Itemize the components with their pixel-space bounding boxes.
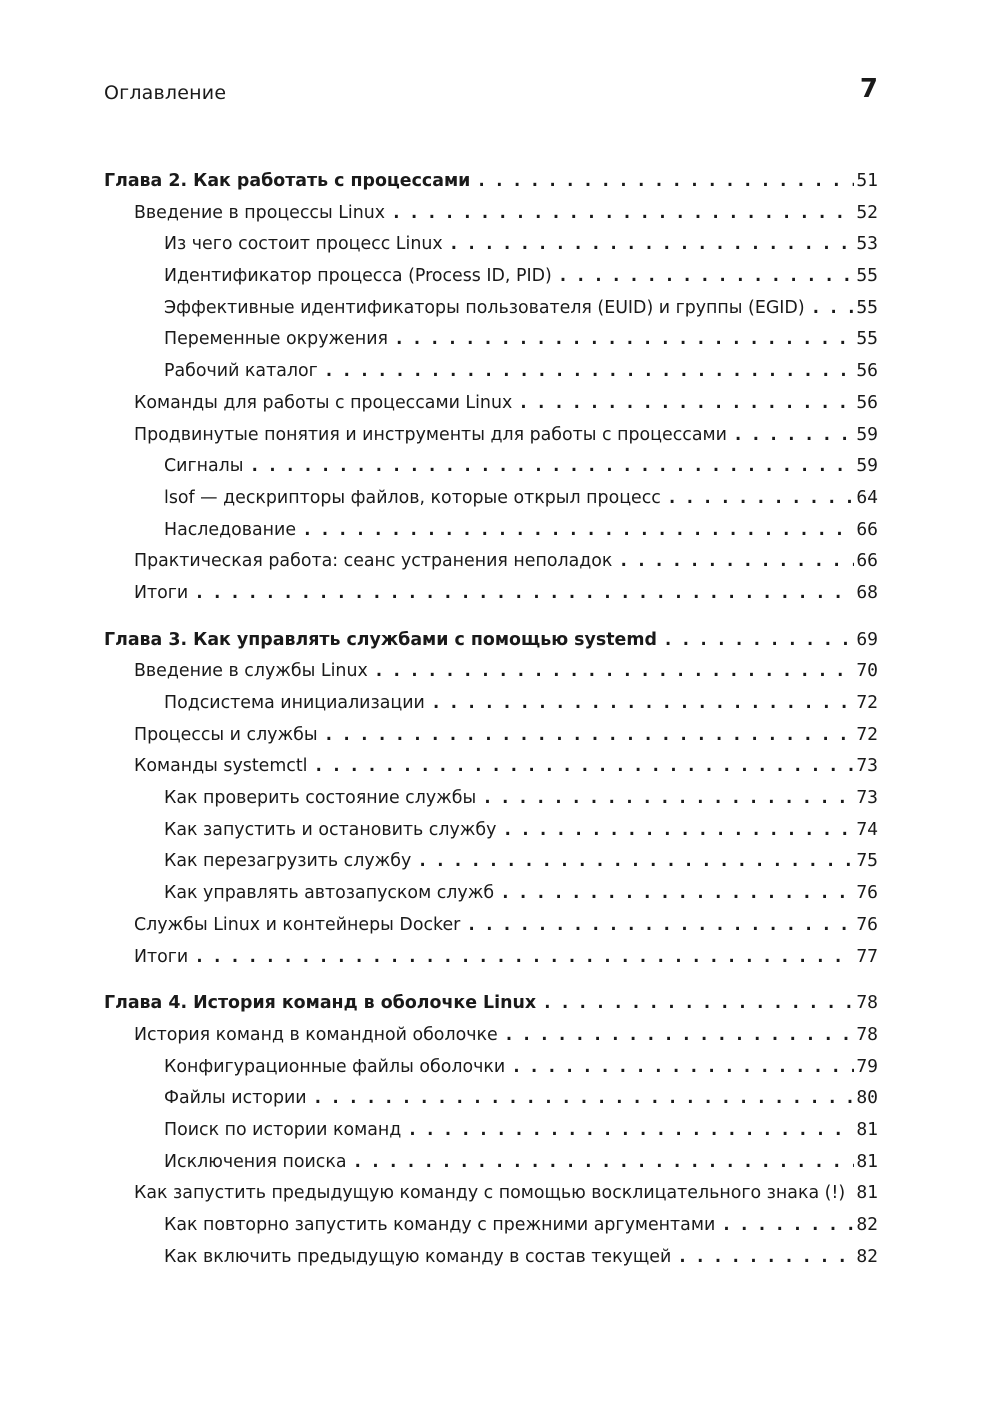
toc-entry-page-number: 66: [856, 550, 878, 572]
dot-leader: [249, 451, 854, 483]
toc-chapter-entry[interactable]: [104, 624, 878, 656]
dot-leader: [504, 1020, 855, 1052]
dot-leader: [502, 815, 854, 847]
toc-entry-page-number: 74: [856, 818, 878, 840]
dot-leader: [391, 198, 854, 230]
dot-leader: [476, 166, 854, 198]
toc-entry-title: Подсистема инициализации: [164, 693, 425, 713]
dot-leader: [324, 356, 855, 388]
running-head-title: Оглавление: [104, 82, 227, 104]
toc-section-entry[interactable]: [104, 655, 878, 687]
toc-subsection-entry[interactable]: [104, 482, 878, 514]
toc-entry-title: Как запустить предыдущую команду с помощью восклицательного знака (!): [134, 1183, 846, 1204]
dot-leader: [194, 578, 854, 610]
table-of-contents: [104, 165, 878, 1287]
dot-leader: [374, 656, 855, 688]
toc-entry-title: Рабочий каталог: [164, 361, 318, 382]
dot-leader: [194, 942, 854, 974]
toc-entry-title: Как управлять автозапуском служб: [164, 883, 495, 904]
toc-subsection-entry[interactable]: [104, 1146, 878, 1178]
dot-leader: [667, 483, 854, 515]
toc-subsection-entry[interactable]: [104, 355, 878, 387]
dot-leader: [482, 783, 854, 815]
toc-subsection-entry[interactable]: [104, 292, 878, 324]
toc-entry-page-number: 55: [856, 265, 878, 287]
dot-leader: [407, 1115, 854, 1147]
toc-section-entry[interactable]: [104, 419, 878, 451]
toc-entry-page-number: 73: [856, 787, 878, 809]
toc-entry-page-number: 81: [856, 1182, 878, 1204]
toc-entry-title: Исключения поиска: [164, 1151, 347, 1172]
toc-chapter-entry[interactable]: [104, 165, 878, 197]
toc-entry-page-number: 64: [856, 486, 878, 508]
toc-subsection-entry[interactable]: [104, 845, 878, 877]
toc-entry-page-number: 66: [856, 518, 878, 540]
toc-entry-title: Глава 4. История команд в оболочке Linux: [104, 993, 537, 1014]
toc-chapter-section: [104, 624, 878, 973]
dot-leader: [302, 515, 854, 547]
dot-leader: [511, 1052, 854, 1084]
toc-entry-title: Наследование: [164, 519, 297, 540]
toc-section-entry[interactable]: [104, 545, 878, 577]
page-number: 7: [859, 74, 878, 104]
toc-entry-title: Введение в службы Linux: [134, 661, 368, 682]
dot-leader: [417, 846, 854, 878]
toc-entry-page-number: 52: [856, 201, 878, 223]
toc-entry-page-number: 80: [856, 1087, 878, 1109]
toc-entry-page-number: 76: [856, 882, 878, 904]
toc-entry-title: Глава 2. Как работать с процессами: [104, 171, 471, 191]
toc-entry-title: История команд в командной оболочке: [134, 1024, 498, 1045]
toc-entry-title: Практическая работа: сеанс устранения неполадок: [134, 551, 613, 572]
dot-leader: [663, 625, 854, 657]
toc-entry-page-number: 59: [856, 423, 878, 445]
dot-leader: [733, 420, 854, 452]
toc-entry-title: Идентификатор процесса (Process ID, PID): [164, 266, 552, 287]
dot-leader: [851, 1178, 854, 1210]
toc-entry-page-number: 56: [856, 360, 878, 382]
toc-entry-title: Как запустить и остановить службу: [164, 819, 497, 840]
dot-leader: [677, 1242, 854, 1274]
toc-chapter-section: [104, 987, 878, 1272]
toc-entry-page-number: 53: [856, 233, 878, 255]
toc-subsection-entry[interactable]: [104, 1209, 878, 1241]
toc-entry-title: Сигналы: [164, 456, 244, 477]
dot-leader: [558, 261, 855, 293]
toc-entry-page-number: 82: [856, 1214, 878, 1235]
toc-entry-title: Файлы истории: [164, 1088, 307, 1109]
toc-entry-title: Глава 3. Как управлять службами с помощью systemd: [104, 629, 657, 650]
toc-entry-page-number: 59: [856, 455, 878, 477]
toc-entry-page-number: 51: [856, 170, 878, 191]
toc-subsection-entry[interactable]: [104, 782, 878, 814]
toc-entry-page-number: 70: [856, 660, 878, 682]
dot-leader: [542, 988, 854, 1020]
toc-entry-title: lsof — дескрипторы файлов, которые открыл процесс: [164, 487, 661, 508]
toc-entry-page-number: 55: [856, 296, 878, 318]
toc-entry-page-number: 81: [856, 1150, 878, 1172]
toc-entry-title: Введение в процессы Linux: [134, 202, 386, 223]
toc-entry-title: Как проверить состояние службы: [164, 788, 477, 809]
toc-section-entry[interactable]: [104, 909, 878, 941]
toc-entry-title: Поиск по истории команд: [164, 1119, 402, 1140]
toc-entry-page-number: 77: [856, 945, 878, 967]
toc-subsection-entry[interactable]: [104, 1051, 878, 1083]
toc-section-entry[interactable]: [104, 1019, 878, 1051]
toc-entry-title: Команды systemctl: [134, 756, 308, 777]
toc-entry-page-number: 72: [856, 723, 878, 745]
toc-entry-title: Как включить предыдущую команду в состав текущей: [164, 1246, 672, 1267]
toc-subsection-entry[interactable]: [104, 1114, 878, 1146]
toc-subsection-entry[interactable]: [104, 1241, 878, 1273]
toc-entry-page-number: 69: [856, 628, 878, 650]
toc-entry-title: Продвинутые понятия и инструменты для работы с процессами: [134, 424, 727, 445]
toc-entry-page-number: 73: [856, 755, 878, 777]
toc-subsection-entry[interactable]: [104, 814, 878, 846]
toc-entry-page-number: 76: [856, 913, 878, 935]
toc-entry-title: Конфигурационные файлы оболочки: [164, 1056, 506, 1077]
toc-subsection-entry[interactable]: [104, 1082, 878, 1114]
toc-entry-page-number: 72: [856, 692, 878, 713]
toc-subsection-entry[interactable]: [104, 877, 878, 909]
toc-section-entry[interactable]: [104, 941, 878, 973]
dot-leader: [324, 720, 855, 752]
toc-entry-page-number: 78: [856, 992, 878, 1014]
toc-entry-title: Эффективные идентификаторы пользователя (EUID) и группы (EGID): [164, 297, 805, 318]
dot-leader: [449, 229, 855, 261]
toc-entry-title: Из чего состоит процесс Linux: [164, 234, 443, 255]
toc-section-entry[interactable]: [104, 1177, 878, 1209]
dot-leader: [721, 1210, 854, 1242]
toc-entry-page-number: 79: [856, 1055, 878, 1077]
toc-entry-page-number: 82: [856, 1245, 878, 1267]
toc-entry-title: Службы Linux и контейнеры Docker: [134, 914, 461, 935]
toc-entry-title: Итоги: [134, 946, 189, 967]
toc-entry-title: Команды для работы с процессами Linux: [134, 392, 513, 413]
toc-subsection-entry[interactable]: [104, 450, 878, 482]
dot-leader: [353, 1147, 855, 1179]
dot-leader: [313, 1083, 855, 1115]
toc-section-entry[interactable]: [104, 197, 878, 229]
toc-subsection-entry[interactable]: [104, 687, 878, 719]
dot-leader: [618, 546, 854, 578]
toc-entry-page-number: 56: [856, 391, 878, 413]
toc-subsection-entry[interactable]: [104, 323, 878, 355]
toc-section-entry[interactable]: [104, 387, 878, 419]
dot-leader: [518, 388, 854, 420]
toc-entry-page-number: 81: [856, 1118, 878, 1140]
dot-leader: [394, 324, 854, 356]
toc-section-entry[interactable]: [104, 719, 878, 751]
dot-leader: [500, 878, 854, 910]
toc-subsection-entry[interactable]: [104, 228, 878, 260]
toc-entry-page-number: 68: [856, 581, 878, 603]
toc-entry-page-number: 78: [856, 1023, 878, 1045]
toc-entry-page-number: 55: [856, 328, 878, 350]
toc-chapter-section: [104, 165, 878, 609]
dot-leader: [466, 910, 854, 942]
toc-entry-page-number: 75: [856, 850, 878, 872]
dot-leader: [314, 751, 855, 783]
toc-section-entry[interactable]: [104, 577, 878, 609]
dot-leader: [431, 688, 854, 720]
toc-subsection-entry[interactable]: [104, 514, 878, 546]
toc-entry-title: Переменные окружения: [164, 329, 389, 350]
toc-section-entry[interactable]: [104, 750, 878, 782]
toc-entry-title: Как перезагрузить службу: [164, 851, 412, 872]
dot-leader: [811, 293, 855, 325]
toc-entry-title: Итоги: [134, 582, 189, 603]
toc-subsection-entry[interactable]: [104, 260, 878, 292]
toc-entry-title: Процессы и службы: [134, 724, 318, 745]
toc-chapter-entry[interactable]: [104, 987, 878, 1019]
toc-entry-title: Как повторно запустить команду с прежними аргументами: [164, 1215, 716, 1235]
